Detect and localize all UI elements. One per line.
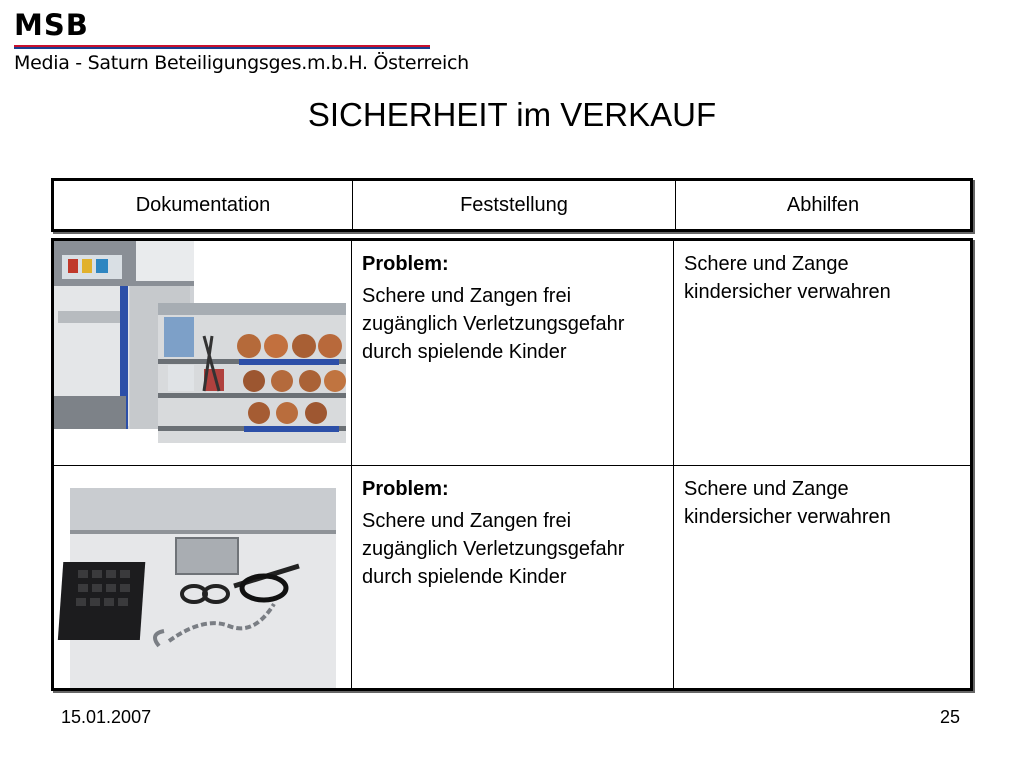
column-header-dokumentation: Dokumentation <box>54 181 353 229</box>
logo-rule <box>14 45 430 49</box>
table-header <box>51 178 973 232</box>
table-row <box>54 466 970 690</box>
footer-date: 15.01.2007 <box>61 707 152 727</box>
finding-cell <box>352 241 674 465</box>
column-header-feststellung: Feststellung <box>353 181 676 229</box>
company-name: Media - Saturn Beteiligungsges.m.b.H. Österreich <box>14 52 469 74</box>
shelf-with-wire-spools-photo <box>54 241 351 465</box>
remedy-cell <box>674 466 970 690</box>
table-row <box>54 241 970 466</box>
logo-msb: MSB <box>14 8 89 42</box>
chained-scissors-under-counter-photo <box>54 466 351 690</box>
remedy-text: Schere und Zange kindersicher verwahren <box>684 253 891 303</box>
remedy-cell <box>674 241 970 465</box>
page-number: 25 <box>940 707 961 727</box>
problem-label: Problem: <box>362 477 449 500</box>
scissors-photo-cell <box>54 466 352 690</box>
finding-text: Schere und Zangen frei zugänglich Verletzungsgefahr durch spielende Kinder <box>362 285 625 363</box>
finding-text: Schere und Zangen frei zugänglich Verletzungsgefahr durch spielende Kinder <box>362 509 625 588</box>
problem-label: Problem: <box>362 253 449 275</box>
page-title: SICHERHEIT im VERKAUF <box>307 96 717 133</box>
remedy-text: Schere und Zange kindersicher verwahren <box>684 477 891 528</box>
table-body <box>51 238 973 691</box>
column-header-abhilfen: Abhilfen <box>786 193 860 216</box>
finding-cell <box>352 466 674 690</box>
shelf-photo-cell <box>54 241 352 465</box>
